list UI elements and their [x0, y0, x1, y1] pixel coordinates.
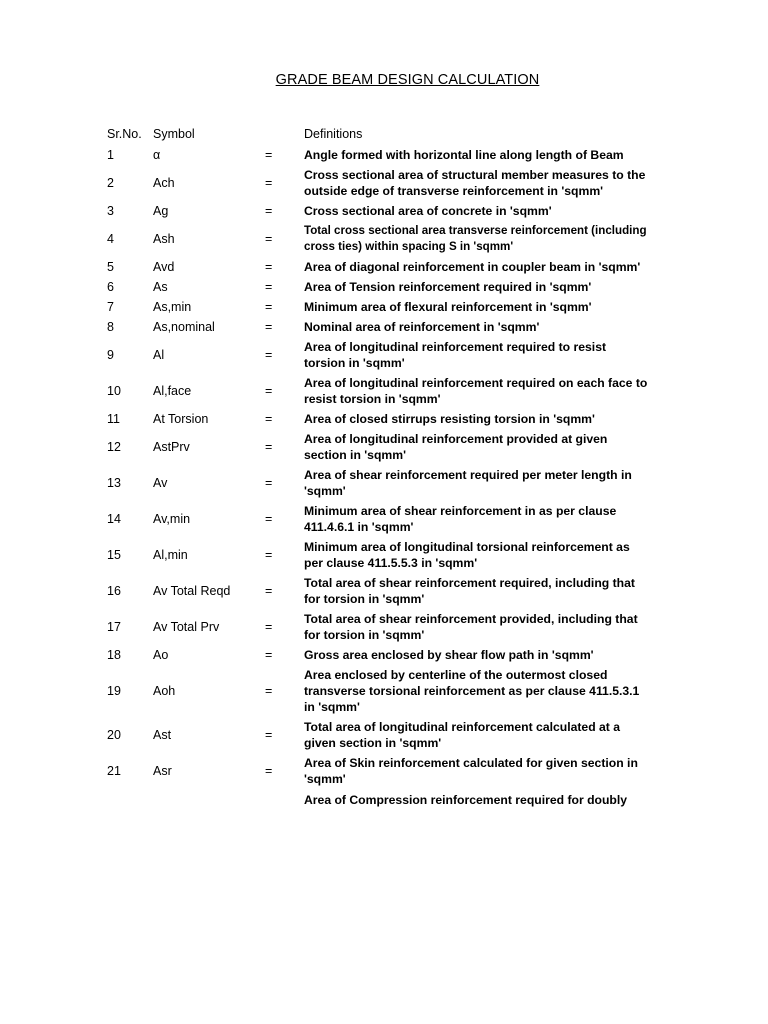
- row-equals: =: [265, 476, 273, 490]
- row-equals: =: [265, 300, 273, 314]
- row-definition: Cross sectional area of structural member measures to the outside edge of transverse reinforcement in 'sqmm': [304, 168, 646, 198]
- row-equals: =: [265, 280, 273, 294]
- row-definition: Area of longitudinal reinforcement provided at given section in 'sqmm': [304, 432, 608, 462]
- row-equals: =: [265, 440, 273, 454]
- row-equals: =: [265, 548, 273, 562]
- row-number: 1: [107, 148, 114, 162]
- row-equals: =: [265, 728, 273, 742]
- row-definition: Area of longitudinal reinforcement required on each face to resist torsion in 'sqmm': [304, 376, 648, 406]
- row-symbol: Av: [153, 476, 168, 490]
- table-row: [0, 717, 768, 753]
- row-definition: Gross area enclosed by shear flow path in 'sqmm': [304, 648, 594, 662]
- row-equals: =: [265, 204, 273, 218]
- row-symbol: Al,min: [153, 548, 188, 562]
- row-symbol: Ach: [153, 176, 175, 190]
- table-row: [0, 645, 768, 665]
- row-definition: Minimum area of longitudinal torsional reinforcement as per clause 411.5.5.3 in 'sqmm': [304, 540, 630, 570]
- table-row: [0, 465, 768, 501]
- row-definition: Area of longitudinal reinforcement required to resist torsion in 'sqmm': [304, 340, 607, 370]
- row-equals: =: [265, 584, 273, 598]
- row-number: 4: [107, 232, 114, 246]
- row-definition: Total area of shear reinforcement provided, including that for torsion in 'sqmm': [304, 612, 638, 642]
- row-definition: Area of shear reinforcement required per meter length in 'sqmm': [304, 468, 632, 498]
- row-equals: =: [265, 260, 273, 274]
- row-symbol: Av Total Reqd: [153, 584, 231, 598]
- row-number: 9: [107, 348, 114, 362]
- table-row: [0, 277, 768, 297]
- row-number: 11: [107, 412, 120, 426]
- table-row: [0, 257, 768, 277]
- row-definition: Area of closed stirrups resisting torsion in 'sqmm': [304, 412, 595, 426]
- row-number: 21: [107, 764, 121, 778]
- table-row: [0, 537, 768, 573]
- row-symbol: Aoh: [153, 684, 176, 698]
- row-definition: Area of diagonal reinforcement in coupler beam in 'sqmm': [304, 260, 641, 274]
- row-symbol: Ast: [153, 728, 172, 742]
- row-equals: =: [265, 620, 273, 634]
- row-symbol: Al: [153, 348, 165, 362]
- row-number: 12: [107, 440, 121, 454]
- row-definition: Minimum area of shear reinforcement in as per clause 411.4.6.1 in 'sqmm': [304, 504, 617, 534]
- row-symbol: Av,min: [153, 512, 191, 526]
- row-definition: Area enclosed by centerline of the outermost closed transverse torsional reinforcement as per clause 411.5.3.1 in 'sqmm': [304, 668, 640, 714]
- row-equals: =: [265, 764, 273, 778]
- row-number: 17: [107, 620, 121, 634]
- row-number: 13: [107, 476, 121, 490]
- row-equals: =: [265, 684, 273, 698]
- row-definition: Cross sectional area of concrete in 'sqmm': [304, 204, 552, 218]
- row-symbol: Ag: [153, 204, 169, 218]
- table-row: [0, 501, 768, 537]
- table-row: [0, 317, 768, 337]
- table-row: [0, 221, 768, 257]
- row-equals: =: [265, 348, 273, 362]
- row-symbol: AstPrv: [153, 440, 190, 454]
- row-equals: =: [265, 512, 273, 526]
- row-number: 19: [107, 684, 121, 698]
- table-row: [0, 337, 768, 373]
- table-row: [0, 409, 768, 429]
- row-symbol: Al,face: [153, 384, 192, 398]
- row-equals: =: [265, 148, 273, 162]
- row-number: 6: [107, 280, 114, 294]
- row-number: 15: [107, 548, 121, 562]
- row-definition: Total area of shear reinforcement required, including that for torsion in 'sqmm': [304, 576, 635, 606]
- row-symbol: As: [153, 280, 168, 294]
- row-symbol: Ao: [153, 648, 169, 662]
- definitions-table: [0, 145, 768, 811]
- row-definition: Total cross sectional area transverse reinforcement (including cross ties) within spacing S in 'sqmm': [304, 224, 647, 253]
- row-number: 7: [107, 300, 114, 314]
- table-row: [0, 165, 768, 201]
- row-definition: Angle formed with horizontal line along length of Beam: [304, 148, 624, 162]
- row-symbol: α: [153, 148, 161, 162]
- row-number: 8: [107, 320, 114, 334]
- row-definition: Area of Skin reinforcement calculated for given section in 'sqmm': [304, 756, 638, 786]
- table-row: [0, 373, 768, 409]
- row-definition: Nominal area of reinforcement in 'sqmm': [304, 320, 540, 334]
- row-symbol: Avd: [153, 260, 175, 274]
- row-number: 3: [107, 204, 114, 218]
- row-symbol: At Torsion: [153, 412, 209, 426]
- table-row: [0, 753, 768, 789]
- table-row: [0, 201, 768, 221]
- table-row: [0, 609, 768, 645]
- row-symbol: Av Total Prv: [153, 620, 220, 634]
- row-number: 20: [107, 728, 121, 742]
- row-symbol: As,min: [153, 300, 192, 314]
- table-header: [0, 127, 768, 145]
- row-symbol: As,nominal: [153, 320, 215, 334]
- row-number: 18: [107, 648, 121, 662]
- row-symbol: Ash: [153, 232, 175, 246]
- row-equals: =: [265, 176, 273, 190]
- row-equals: =: [265, 412, 273, 426]
- header-definitions: Definitions: [304, 127, 363, 141]
- row-equals: =: [265, 232, 273, 246]
- row-number: 16: [107, 584, 121, 598]
- row-number: 10: [107, 384, 121, 398]
- table-row: [0, 789, 768, 811]
- row-definition: Area of Tension reinforcement required in 'sqmm': [304, 280, 592, 294]
- row-equals: =: [265, 320, 273, 334]
- header-srno: Sr.No.: [107, 127, 142, 141]
- table-row: [0, 573, 768, 609]
- table-row: [0, 297, 768, 317]
- row-number: 14: [107, 512, 121, 526]
- row-definition: Total area of longitudinal reinforcement calculated at a given section in 'sqmm': [304, 720, 621, 750]
- header-symbol: Symbol: [153, 127, 195, 141]
- table-row: [0, 145, 768, 165]
- table-row: [0, 665, 768, 717]
- row-number: 2: [107, 176, 114, 190]
- row-symbol: Asr: [153, 764, 172, 778]
- row-definition: Minimum area of flexural reinforcement in 'sqmm': [304, 300, 592, 314]
- row-number: 5: [107, 260, 114, 274]
- row-definition: Area of Compression reinforcement required for doubly: [304, 793, 628, 807]
- row-equals: =: [265, 384, 273, 398]
- page-title: GRADE BEAM DESIGN CALCULATION: [275, 72, 540, 88]
- table-row: [0, 429, 768, 465]
- row-equals: =: [265, 648, 273, 662]
